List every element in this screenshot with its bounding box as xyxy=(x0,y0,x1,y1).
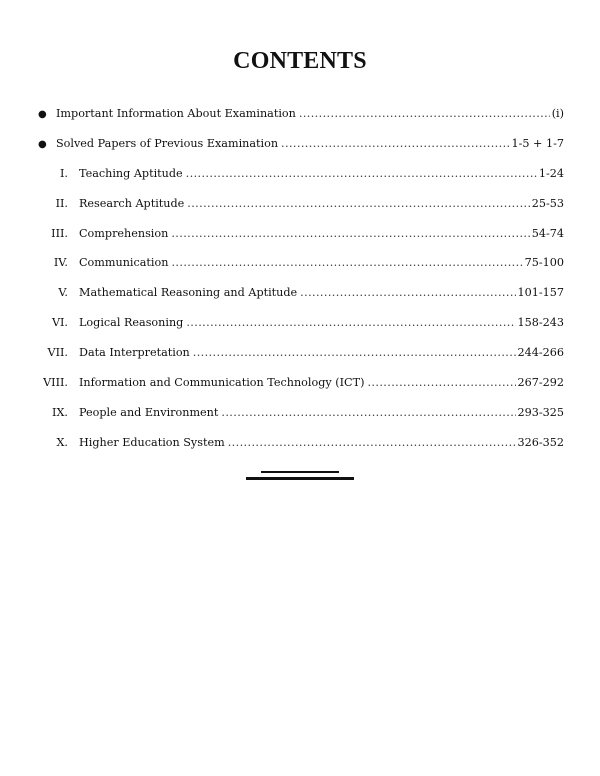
toc-entry xyxy=(38,255,564,285)
toc-entry-label: Research Aptitude xyxy=(79,196,185,210)
toc-entry-pages: 101-157 xyxy=(517,286,564,300)
toc-entry-pages: 293-325 xyxy=(517,405,564,419)
toc-entry-pages: 54-74 xyxy=(531,226,564,240)
page-title: CONTENTS xyxy=(233,48,367,74)
toc-entry xyxy=(38,106,564,136)
chapter-number: VIII. xyxy=(43,376,68,390)
toc-entry-pages: 75-100 xyxy=(524,256,564,270)
toc-entry-label: Teaching Aptitude xyxy=(79,166,183,180)
dot-leader xyxy=(299,106,550,122)
chapter-number: III. xyxy=(51,226,68,240)
chapter-number: VII. xyxy=(47,346,68,360)
toc-entry-label: Solved Papers of Previous Examination xyxy=(56,136,279,150)
toc-entry-pages: 267-292 xyxy=(517,376,564,390)
toc-entry xyxy=(38,136,564,166)
toc-entry-label: Data Interpretation xyxy=(79,346,190,360)
toc-entry-pages: 326-352 xyxy=(517,435,564,449)
bullet-marker: ● xyxy=(38,109,47,120)
table-of-contents xyxy=(38,106,564,465)
toc-entry-label: Higher Education System xyxy=(79,435,225,449)
toc-entry-label: Logical Reasoning xyxy=(79,316,184,330)
toc-entry-label: Communication xyxy=(79,256,169,270)
toc-entry-label: People and Environment xyxy=(79,405,219,419)
bullet-marker: ● xyxy=(38,138,47,150)
toc-entry-pages: 1-5 + 1-7 xyxy=(511,136,564,150)
dot-leader xyxy=(187,196,529,212)
chapter-number: X. xyxy=(56,435,68,449)
dot-leader xyxy=(300,285,515,301)
dot-leader xyxy=(367,375,515,391)
toc-entry-pages: 25-53 xyxy=(531,196,564,210)
chapter-number: I. xyxy=(60,166,68,180)
dot-leader xyxy=(221,405,515,421)
toc-entry-pages: 158-243 xyxy=(517,316,564,330)
toc-entry-label: Mathematical Reasoning and Aptitude xyxy=(79,286,298,300)
toc-entry xyxy=(38,196,564,226)
dot-leader xyxy=(171,226,529,242)
dot-leader xyxy=(171,255,522,271)
toc-entry xyxy=(38,166,564,196)
toc-entry xyxy=(38,345,564,375)
toc-entry xyxy=(38,435,564,465)
dot-leader xyxy=(193,345,516,361)
toc-entry-label: Information and Communication Technology (ICT) xyxy=(79,376,365,390)
toc-entry xyxy=(38,315,564,345)
toc-entry-label: Comprehension xyxy=(79,226,169,240)
dot-leader xyxy=(186,315,515,331)
chapter-number: VI. xyxy=(51,316,68,330)
toc-entry xyxy=(38,405,564,435)
end-rule-thin xyxy=(261,471,339,473)
dot-leader xyxy=(281,136,509,152)
toc-entry xyxy=(38,375,564,405)
chapter-number: IX. xyxy=(52,405,68,419)
dot-leader xyxy=(186,166,537,182)
chapter-number: II. xyxy=(55,196,68,210)
chapter-number: V. xyxy=(58,286,68,300)
toc-entry-pages: (i) xyxy=(551,107,564,120)
toc-entry-label: Important Information About Examination xyxy=(56,107,296,120)
toc-entry-pages: 1-24 xyxy=(538,166,564,180)
toc-entry xyxy=(38,285,564,315)
dot-leader xyxy=(228,435,516,451)
toc-entry xyxy=(38,226,564,256)
chapter-number: IV. xyxy=(53,256,68,270)
toc-entry-pages: 244-266 xyxy=(517,346,564,360)
end-rule-thick xyxy=(246,477,354,480)
